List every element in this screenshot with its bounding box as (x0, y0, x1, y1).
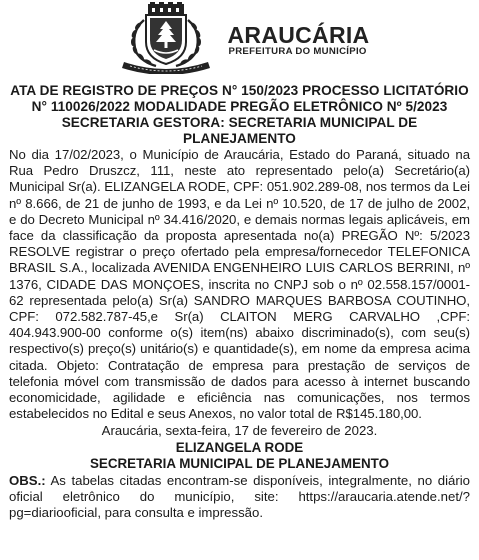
signatory-role: SECRETARIA MUNICIPAL DE PLANEJAMENTO (89, 456, 390, 472)
signatory-name: ELIZANGELA RODE (175, 439, 304, 455)
header (9, 1, 470, 75)
obs-note (9, 473, 470, 522)
obs-text: As tabelas citadas encontram-se disponíveis, integralmente, no diário oficial eletrônico do município, site: https://araucaria.atende.net/?pg=diariooficial, para consulta e impressão. (9, 472, 470, 521)
body-text: No dia 17/02/2023, o Município de Araucária, Estado do Paraná, situado na Rua Pedro Druszcz, 111, neste ato representado pelo(a) Secretário(a) Municipal Sr(a). ELIZANGELA RODE, CPF: 051.902.289-08, nos termos da Lei nº 8.666, de 21 de junho de 1993, e da Lei nº 10.520, de 17 de julho de 2002, e do Decreto Municipal nº 34.416/2020, e demais normas legais aplicáveis, em face da classificação da proposta apresentada no(a) PREGÃO Nº: 5/2023 RESOLVE registrar o preço ofertado pela empresa/fornecedor TELEFONICA BRASIL S.A., localizada AVENIDA ENGENHEIRO LUIS CARLOS BERRINI, nº 1376, CIDADE DAS MONÇOES, inscrita no CNPJ sob o nº 02.558.157/0001-62 representada pelo(a) Sr(a) SANDRO MARQUES BARBOSA COUTINHO, CPF: 072.582.787-45,e Sr(a) CLAITON MERG CARVALHO ,CPF: 404.943.900-00 conforme o(s) item(ns) abaixo discriminado(s), com seu(s) respectivo(s) preço(s) unitário(s) e quantidade(s), em nome da empresa acima citada. Objeto: Contratação de empresa para prestação de serviços de telefonia móvel com transmissão de dados para acesso à internet buscando economicidade, agilidade e eficiência nas comunicações, nos termos estabelecidos no Edital e seus Anexos, no valor total de R$145.180,00. (9, 147, 470, 422)
document-title: ATA DE REGISTRO DE PREÇOS N° 150/2023 PROCESSO LICITATÓRIO N° 110026/2022 MODALIDADE PREGÃO ELETRÔNICO Nº 5/2023 SECRETARIA GESTORA: SECRETARIA MUNICIPAL DE PLANEJAMENTO (10, 83, 469, 146)
obs-label: OBS.: (9, 472, 46, 488)
coat-of-arms-icon (110, 2, 222, 74)
date-line: Araucária, sexta-feira, 17 de fevereiro de 2023. (101, 423, 378, 439)
brand-block (228, 24, 370, 58)
brand-name: ARAUCÁRIA (227, 22, 370, 48)
brand-subtitle: PREFEITURA DO MUNICÍPIO (228, 46, 367, 57)
